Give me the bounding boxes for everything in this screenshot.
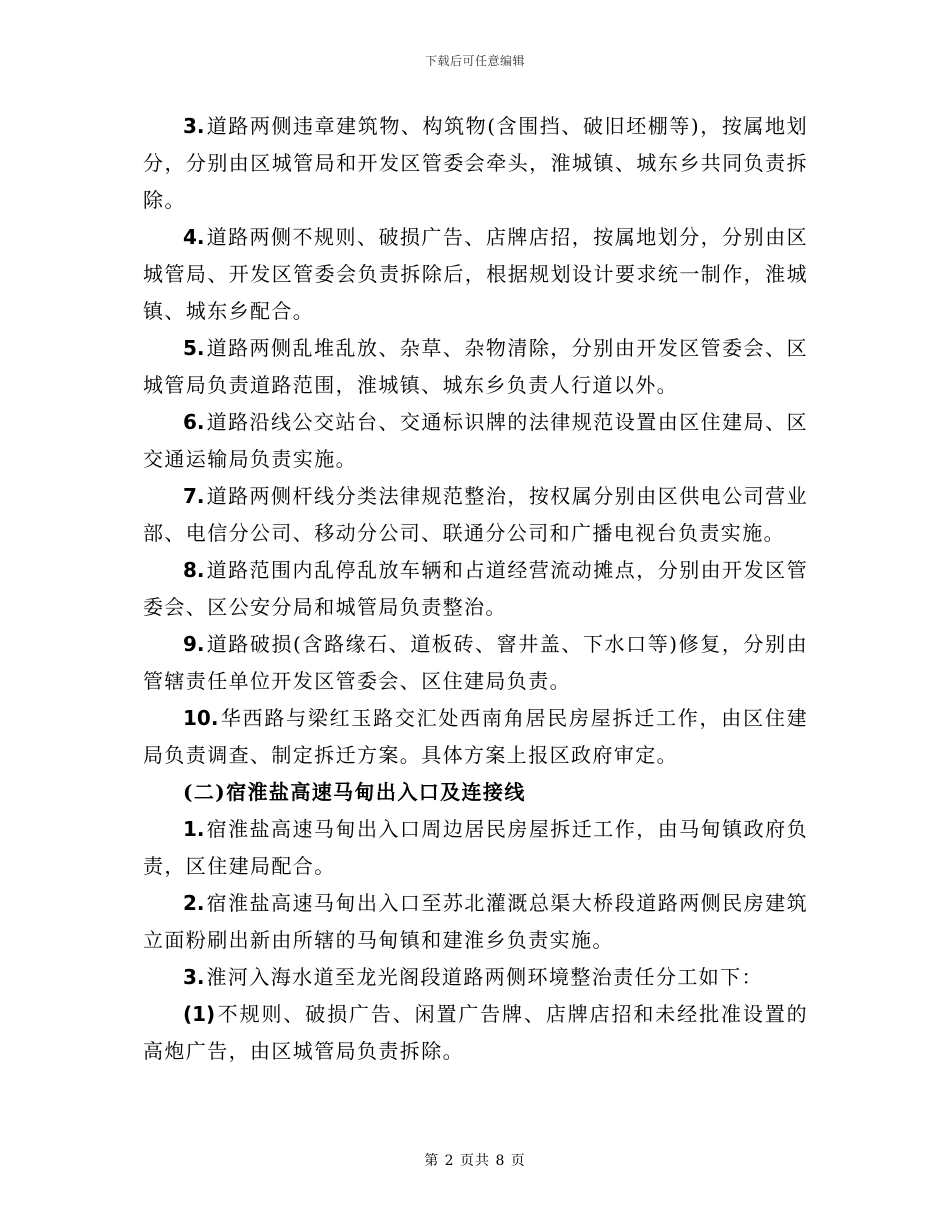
page-footer: 第 2 页共 8 页: [424, 1153, 526, 1169]
item-number: 8.: [183, 558, 205, 582]
paragraph-text: 道路两侧不规则、破损广告、店牌店招，按属地划分，分别由区城管局、开发区管委会负责拆除后，根据规划设计要求统一制作，淮城镇、城东乡配合。: [143, 225, 808, 323]
paragraph-text: 道路两侧违章建筑物、构筑物(含围挡、破旧坯棚等)，按属地划分，分别由区城管局和开发区管委会牵头，淮城镇、城东乡共同负责拆除。: [143, 114, 808, 212]
paragraph-text: 道路范围内乱停乱放车辆和占道经营流动摊点，分别由开发区管委会、区公安分局和城管局负责整治。: [143, 558, 808, 619]
paragraph-item-7: [143, 478, 808, 552]
paragraph-item-9: [143, 626, 808, 700]
paragraph-item-6: [143, 404, 808, 478]
paragraph-text: 道路破损(含路缘石、道板砖、窨井盖、下水口等)修复，分别由管辖责任单位开发区管委会、区住建局负责。: [143, 632, 808, 693]
document-body: [143, 108, 808, 1070]
paragraph-item-3: [143, 108, 808, 219]
paragraph-text: 道路沿线公交站台、交通标识牌的法律规范设置由区住建局、区交通运输局负责实施。: [143, 410, 808, 471]
paragraph-text: 不规则、破损广告、闲置广告牌、店牌店招和未经批准设置的高炮广告，由区城管局负责拆除。: [143, 1002, 808, 1063]
section-paragraph-subitem-1: [143, 996, 808, 1070]
item-number: (1): [183, 1002, 216, 1026]
section-heading: (二)宿淮盐高速马甸出入口及连接线: [183, 780, 526, 804]
paragraph-text: 宿淮盐高速马甸出入口周边居民房屋拆迁工作，由马甸镇政府负责，区住建局配合。: [143, 817, 808, 878]
page-header: 下载后可任意编辑: [424, 54, 525, 68]
section-paragraph-item-3: [143, 959, 808, 996]
paragraph-item-4: [143, 219, 808, 330]
paragraph-text: 道路两侧乱堆乱放、杂草、杂物清除，分别由开发区管委会、区城管局负责道路范围，淮城镇、城东乡负责人行道以外。: [143, 336, 808, 397]
item-number: 4.: [183, 225, 205, 249]
section-paragraph-item-1: [143, 811, 808, 885]
item-number: 7.: [183, 484, 205, 508]
section-paragraph-item-2: [143, 885, 808, 959]
paragraph-item-10: [143, 700, 808, 774]
item-number: 1.: [183, 817, 205, 841]
item-number: 9.: [183, 632, 205, 656]
paragraph-text: 淮河入海水道至龙光阁段道路两侧环境整治责任分工如下：: [206, 965, 763, 989]
item-number: 6.: [183, 410, 205, 434]
paragraph-text: 宿淮盐高速马甸出入口至苏北灌溉总渠大桥段道路两侧民房建筑立面粉刷出新由所辖的马甸镇和建淮乡负责实施。: [143, 891, 808, 952]
item-number: 10.: [183, 706, 219, 730]
paragraph-item-8: [143, 552, 808, 626]
paragraph-text: 华西路与梁红玉路交汇处西南角居民房屋拆迁工作，由区住建局负责调查、制定拆迁方案。具体方案上报区政府审定。: [143, 706, 808, 767]
item-number: 5.: [183, 336, 205, 360]
paragraph-item-5: [143, 330, 808, 404]
paragraph-text: 道路两侧杆线分类法律规范整治，按权属分别由区供电公司营业部、电信分公司、移动分公司、联通分公司和广播电视台负责实施。: [143, 484, 808, 545]
item-number: 3.: [183, 965, 205, 989]
item-number: 2.: [183, 891, 205, 915]
item-number: 3.: [183, 114, 205, 138]
